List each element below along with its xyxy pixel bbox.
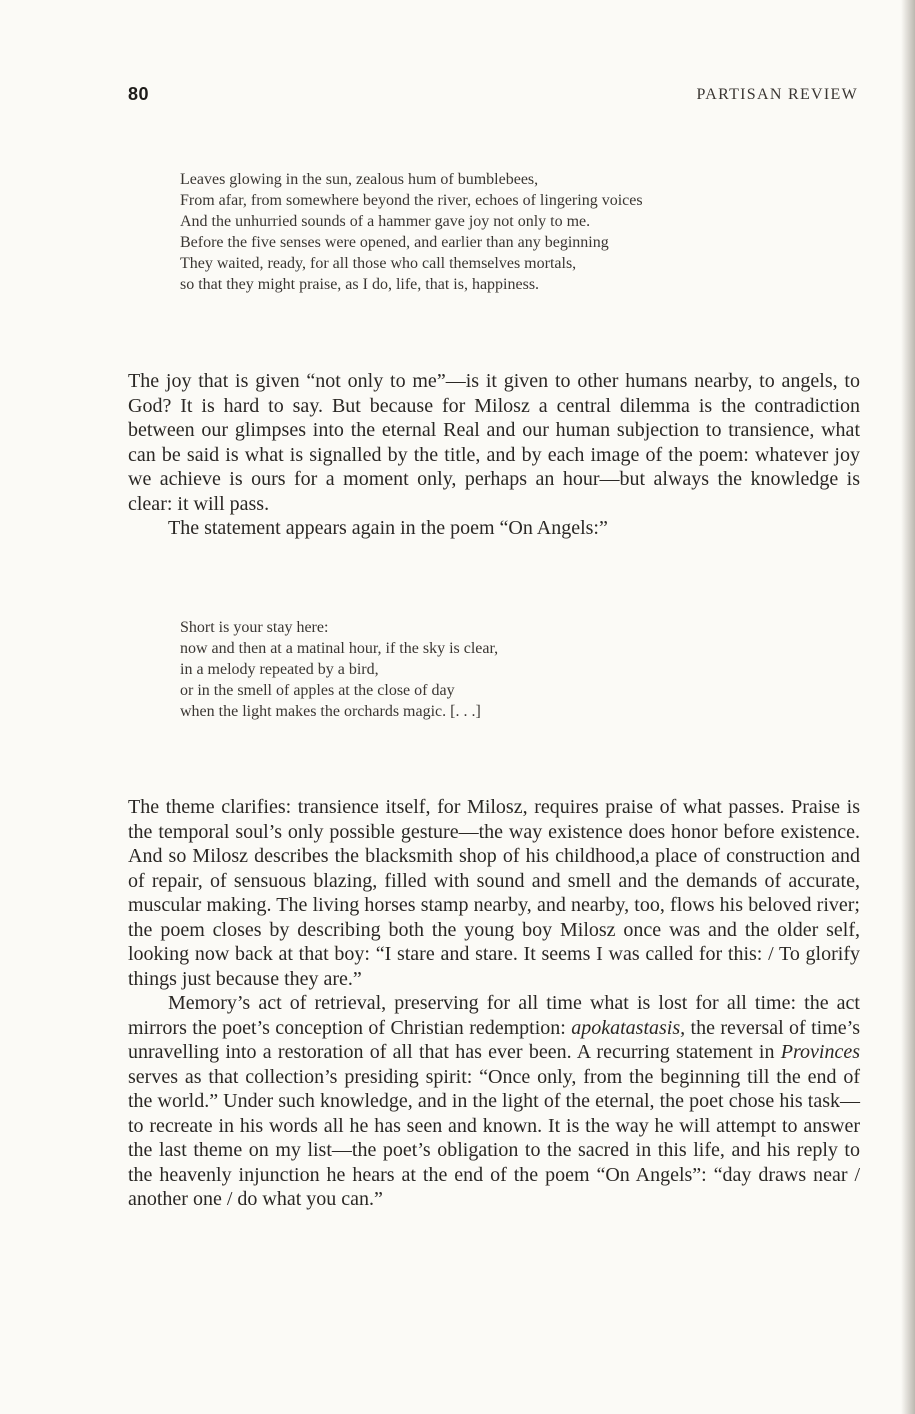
poem-line: From afar, from somewhere beyond the river, echoes of lingering voices [180,192,643,209]
book-title: Provinces [780,1041,860,1063]
poem-line: in a melody repeated by a bird, [180,661,379,678]
poem-excerpt-2 [180,617,498,722]
poem-line: Before the five senses were opened, and earlier than any beginning [180,234,609,251]
prose-section-2 [128,795,860,1212]
body-paragraph [128,991,860,1212]
paragraph-text: the reversal of time’s unravelling into a restoration of all that has ever been. A recurring statement in [128,1016,860,1063]
poem-line: now and then at a matinal hour, if the sky is clear, [180,640,499,657]
prose-section-1 [128,369,860,541]
paragraph-text: Memory’s act of retrieval, preserving for all time what is lost for all time: the act mirrors the poet’s conception of Christian redemption: [128,992,860,1039]
poem-line: Leaves glowing in the sun, zealous hum of bumblebees, [180,171,539,188]
page-number: 80 [128,84,150,104]
poem-line: Short is your stay here: [180,619,329,636]
page-edge-shadow [901,0,915,1414]
italic-term: apokatastasis, [571,1016,686,1039]
poem-line: or in the smell of apples at the close of day [180,682,455,699]
paragraph-text: serves as that collection’s presiding spirit: “Once only, from the beginning till the end of the world.” Under such knowledge, and in the light of the eternal, the poet chose his task—to recreate in his words all he has seen and known. It is the way he will attempt to answer the last theme on my list—the poet’s obligation to the sacred in this life, and his reply to the heavenly injunction he hears at the end of the poem “On Angels”: “day draws near / another one / do what you can.” [128,1065,860,1210]
poem-line: when the light makes the orchards magic. [. . .] [180,703,481,720]
body-paragraph: The joy that is given “not only to me”—is it given to other humans nearby, to angels, to God? It is hard to say. But because for Milosz a central dilemma is the contradiction between our glimpses into the eternal Real and our human subjection to transience, what can be said is what is signalled by the title, and by each image of the poem: whatever joy we achieve is ours for a moment only, perhaps an hour—but always the knowledge is clear: it will pass. [128,370,860,515]
body-paragraph: The theme clarifies: transience itself, for Milosz, requires praise of what passes. Praise is the temporal soul’s only possible gesture—the way existence does honor before existence. And so Milosz describes the blacksmith shop of his childhood,a place of construction and of repair, of sensuous blazing, filled with sound and smell and the demands of accurate, muscular making. The living horses stamp nearby, and nearby, too, flows his beloved river; the poem closes by describing both the young boy Milosz once was and the older self, looking now back at that boy: “I stare and stare. It seems I was called for this: / To glorify things just because they are.” [128,796,860,990]
poem-line: And the unhurried sounds of a hammer gave joy not only to me. [180,213,591,230]
running-head: PARTISAN REVIEW [696,86,858,103]
poem-line: so that they might praise, as I do, life, that is, happiness. [180,276,540,293]
poem-excerpt-1 [180,169,643,295]
poem-line: They waited, ready, for all those who call themselves mortals, [180,255,577,272]
body-paragraph: The statement appears again in the poem “On Angels:” [168,517,608,539]
